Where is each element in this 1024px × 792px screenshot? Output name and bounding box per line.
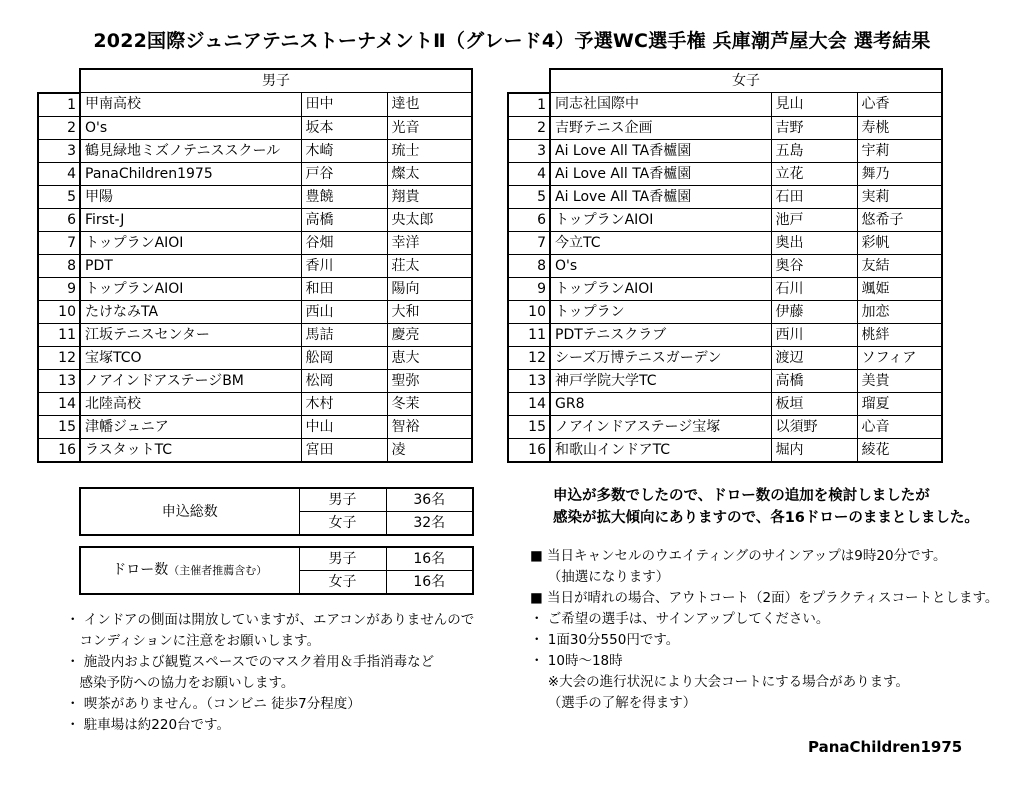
rank-number: 15 — [38, 415, 80, 438]
note-line: （抽選になります） — [530, 569, 670, 585]
club-name: シーズ万博テニスガーデン — [550, 346, 771, 369]
table-row — [38, 231, 472, 254]
table-row — [38, 369, 472, 392]
last-name: 伊藤 — [771, 300, 857, 323]
table-row — [508, 392, 942, 415]
club-name: トップラン — [550, 300, 771, 323]
last-name: 香川 — [301, 254, 387, 277]
last-name: 西川 — [771, 323, 857, 346]
rank-number: 10 — [508, 300, 550, 323]
last-name: 馬詰 — [301, 323, 387, 346]
table-row — [508, 116, 942, 139]
table-row — [38, 185, 472, 208]
draws-label-cell — [80, 547, 299, 594]
first-name: 舞乃 — [857, 162, 942, 185]
first-name: 桃絆 — [857, 323, 942, 346]
rank-number: 12 — [38, 346, 80, 369]
rank-number: 3 — [38, 139, 80, 162]
first-name: 燦太 — [387, 162, 472, 185]
club-name: 和歌山インドアTC — [550, 438, 771, 462]
rank-number: 5 — [38, 185, 80, 208]
first-name: 荘太 — [387, 254, 472, 277]
page-title: 2022国際ジュニアテニストーナメントⅡ（グレード4）予選WC選手権 兵庫潮芦屋大会 選考結果 — [93, 30, 931, 52]
boys-header: 男子 — [80, 69, 472, 93]
first-name: 実莉 — [857, 185, 942, 208]
club-name: Ai Love All TA香櫨園 — [550, 185, 771, 208]
first-name: 達也 — [387, 93, 472, 117]
last-name: 坂本 — [301, 116, 387, 139]
rank-number: 16 — [508, 438, 550, 462]
table-row — [38, 300, 472, 323]
club-name: 北陸高校 — [80, 392, 301, 415]
club-name: 甲南高校 — [80, 93, 301, 117]
first-name: 悠希子 — [857, 208, 942, 231]
table-row — [508, 231, 942, 254]
club-name: O's — [550, 254, 771, 277]
last-name: 宮田 — [301, 438, 387, 462]
first-name: 大和 — [387, 300, 472, 323]
club-name: O's — [80, 116, 301, 139]
rank-number: 11 — [508, 323, 550, 346]
last-name: 松岡 — [301, 369, 387, 392]
draw-notice — [553, 485, 979, 529]
first-name: 友結 — [857, 254, 942, 277]
table-row — [508, 254, 942, 277]
rank-number: 2 — [508, 116, 550, 139]
club-name: First-J — [80, 208, 301, 231]
table-row — [38, 277, 472, 300]
first-name: 翔貴 — [387, 185, 472, 208]
club-name: PanaChildren1975 — [80, 162, 301, 185]
last-name: 高橋 — [301, 208, 387, 231]
signature: PanaChildren1975 — [808, 738, 963, 756]
first-name: 綾花 — [857, 438, 942, 462]
note-line: コンディションに注意をお願いします。 — [66, 633, 321, 649]
first-name: 央太郎 — [387, 208, 472, 231]
rank-number: 14 — [508, 392, 550, 415]
last-name: 石田 — [771, 185, 857, 208]
entries-label: 申込総数 — [80, 488, 299, 535]
last-name: 渡辺 — [771, 346, 857, 369]
notice-line: 感染が拡大傾向にありますので、各16ドローのままとしました。 — [553, 510, 979, 526]
last-name: 板垣 — [771, 392, 857, 415]
rank-number: 12 — [508, 346, 550, 369]
last-name: 谷畑 — [301, 231, 387, 254]
table-row — [508, 438, 942, 462]
note-line: ・ 10時～18時 — [530, 653, 623, 669]
table-row — [508, 323, 942, 346]
table-row — [508, 415, 942, 438]
rank-number: 1 — [508, 93, 550, 117]
first-name: 加恋 — [857, 300, 942, 323]
last-name: 豊饒 — [301, 185, 387, 208]
club-name: ラスタットTC — [80, 438, 301, 462]
last-name: 立花 — [771, 162, 857, 185]
note-line: 感染予防への協力をお願いします。 — [66, 675, 295, 691]
last-name: 舩岡 — [301, 346, 387, 369]
first-name: 凌 — [387, 438, 472, 462]
club-name: トップランAIOI — [80, 277, 301, 300]
first-name: 心香 — [857, 93, 942, 117]
club-name: GR8 — [550, 392, 771, 415]
last-name: 堀内 — [771, 438, 857, 462]
first-name: 寿桃 — [857, 116, 942, 139]
note-line: ・ 喫茶がありません。（コンビニ 徒歩7分程度） — [66, 696, 361, 712]
table-row — [38, 208, 472, 231]
draws-label-note: （主催者推薦含む） — [168, 564, 268, 577]
last-name: 奥出 — [771, 231, 857, 254]
last-name: 木村 — [301, 392, 387, 415]
last-name: 吉野 — [771, 116, 857, 139]
last-name: 見山 — [771, 93, 857, 117]
last-name: 池戸 — [771, 208, 857, 231]
club-name: PDTテニスクラブ — [550, 323, 771, 346]
first-name: ソフィア — [857, 346, 942, 369]
first-name: 幸洋 — [387, 231, 472, 254]
rank-number: 13 — [508, 369, 550, 392]
note-line: ・ 駐車場は約220台です。 — [66, 717, 230, 733]
facility-notes — [66, 610, 474, 736]
note-line: ■ 当日キャンセルのウエイティングのサインアップは9時20分です。 — [530, 548, 947, 564]
first-name: 美貴 — [857, 369, 942, 392]
club-name: ノアインドアステージ宝塚 — [550, 415, 771, 438]
last-name: 中山 — [301, 415, 387, 438]
club-name: PDT — [80, 254, 301, 277]
rank-number: 1 — [38, 93, 80, 117]
rank-number: 11 — [38, 323, 80, 346]
note-line: ※大会の進行状況により大会コートにする場合があります。 — [530, 674, 910, 690]
club-name: トップランAIOI — [550, 277, 771, 300]
rank-number: 7 — [38, 231, 80, 254]
club-name: Ai Love All TA香櫨園 — [550, 139, 771, 162]
rank-number: 10 — [38, 300, 80, 323]
table-row — [38, 254, 472, 277]
boys-results-table — [37, 68, 473, 463]
rank-number: 15 — [508, 415, 550, 438]
first-name: 陽向 — [387, 277, 472, 300]
table-row — [38, 323, 472, 346]
note-line: ・ ご希望の選手は、サインアップしてください。 — [530, 611, 830, 627]
first-name: 聖弥 — [387, 369, 472, 392]
header-spacer — [38, 69, 80, 93]
rank-number: 4 — [508, 162, 550, 185]
club-name: 吉野テニス企画 — [550, 116, 771, 139]
rank-number: 13 — [38, 369, 80, 392]
table-row — [38, 415, 472, 438]
club-name: 甲陽 — [80, 185, 301, 208]
rank-number: 8 — [38, 254, 80, 277]
notice-line: 申込が多数でしたので、ドロー数の追加を検討しましたが — [553, 488, 930, 504]
first-name: 宇莉 — [857, 139, 942, 162]
last-name: 高橋 — [771, 369, 857, 392]
rank-number: 2 — [38, 116, 80, 139]
table-row — [508, 162, 942, 185]
table-row — [508, 208, 942, 231]
rank-number: 9 — [508, 277, 550, 300]
last-name: 戸谷 — [301, 162, 387, 185]
rank-number: 8 — [508, 254, 550, 277]
club-name: 同志社国際中 — [550, 93, 771, 117]
last-name: 五島 — [771, 139, 857, 162]
table-row — [508, 93, 942, 117]
draws-summary-table — [79, 546, 474, 595]
club-name: 神戸学院大学TC — [550, 369, 771, 392]
draws-gender: 女子 — [299, 571, 386, 595]
first-name: 彩帆 — [857, 231, 942, 254]
draws-count: 16名 — [386, 571, 473, 595]
first-name: 慶亮 — [387, 323, 472, 346]
entries-gender: 男子 — [299, 488, 386, 512]
table-row — [38, 162, 472, 185]
rank-number: 6 — [38, 208, 80, 231]
table-row — [38, 139, 472, 162]
first-name: 冬茉 — [387, 392, 472, 415]
club-name: トップランAIOI — [80, 231, 301, 254]
first-name: 心音 — [857, 415, 942, 438]
rank-number: 9 — [38, 277, 80, 300]
table-row — [508, 369, 942, 392]
club-name: トップランAIOI — [550, 208, 771, 231]
table-row — [38, 346, 472, 369]
first-name: 光音 — [387, 116, 472, 139]
rank-number: 6 — [508, 208, 550, 231]
rank-number: 4 — [38, 162, 80, 185]
last-name: 田中 — [301, 93, 387, 117]
entries-summary-table — [79, 487, 474, 536]
club-name: 江坂テニスセンター — [80, 323, 301, 346]
table-row — [508, 139, 942, 162]
draws-label: ドロー数 — [112, 562, 169, 578]
first-name: 琉士 — [387, 139, 472, 162]
note-line: ・ インドアの側面は開放していますが、エアコンがありませんので — [66, 612, 475, 628]
signup-notes — [530, 546, 998, 714]
table-row — [38, 116, 472, 139]
entries-count: 36名 — [386, 488, 473, 512]
girls-results-table — [507, 68, 943, 463]
table-row — [508, 300, 942, 323]
rank-number: 5 — [508, 185, 550, 208]
table-row — [508, 185, 942, 208]
club-name: 宝塚TCO — [80, 346, 301, 369]
club-name: 今立TC — [550, 231, 771, 254]
table-row — [508, 277, 942, 300]
last-name: 以須野 — [771, 415, 857, 438]
last-name: 石川 — [771, 277, 857, 300]
note-line: ・ 施設内および観覧スペースでのマスク着用＆手指消毒など — [66, 654, 435, 670]
note-line: （選手の了解を得ます） — [530, 695, 697, 711]
table-row — [508, 346, 942, 369]
first-name: 智裕 — [387, 415, 472, 438]
header-spacer — [508, 69, 550, 93]
draws-count: 16名 — [386, 547, 473, 571]
last-name: 和田 — [301, 277, 387, 300]
first-name: 瑠夏 — [857, 392, 942, 415]
rank-number: 3 — [508, 139, 550, 162]
draws-gender: 男子 — [299, 547, 386, 571]
note-line: ■ 当日が晴れの場合、アウトコート（2面）をプラクティスコートとします。 — [530, 590, 999, 606]
last-name: 木崎 — [301, 139, 387, 162]
club-name: たけなみTA — [80, 300, 301, 323]
table-row — [38, 438, 472, 462]
club-name: 鶴見緑地ミズノテニススクール — [80, 139, 301, 162]
rank-number: 16 — [38, 438, 80, 462]
last-name: 奥谷 — [771, 254, 857, 277]
entries-count: 32名 — [386, 512, 473, 536]
girls-header: 女子 — [550, 69, 942, 93]
note-line: ・ 1面30分550円です。 — [530, 632, 680, 648]
club-name: Ai Love All TA香櫨園 — [550, 162, 771, 185]
last-name: 西山 — [301, 300, 387, 323]
table-row — [38, 392, 472, 415]
rank-number: 7 — [508, 231, 550, 254]
rank-number: 14 — [38, 392, 80, 415]
entries-gender: 女子 — [299, 512, 386, 536]
club-name: 津幡ジュニア — [80, 415, 301, 438]
first-name: 颯姫 — [857, 277, 942, 300]
table-row — [38, 93, 472, 117]
first-name: 恵大 — [387, 346, 472, 369]
club-name: ノアインドアステージBM — [80, 369, 301, 392]
